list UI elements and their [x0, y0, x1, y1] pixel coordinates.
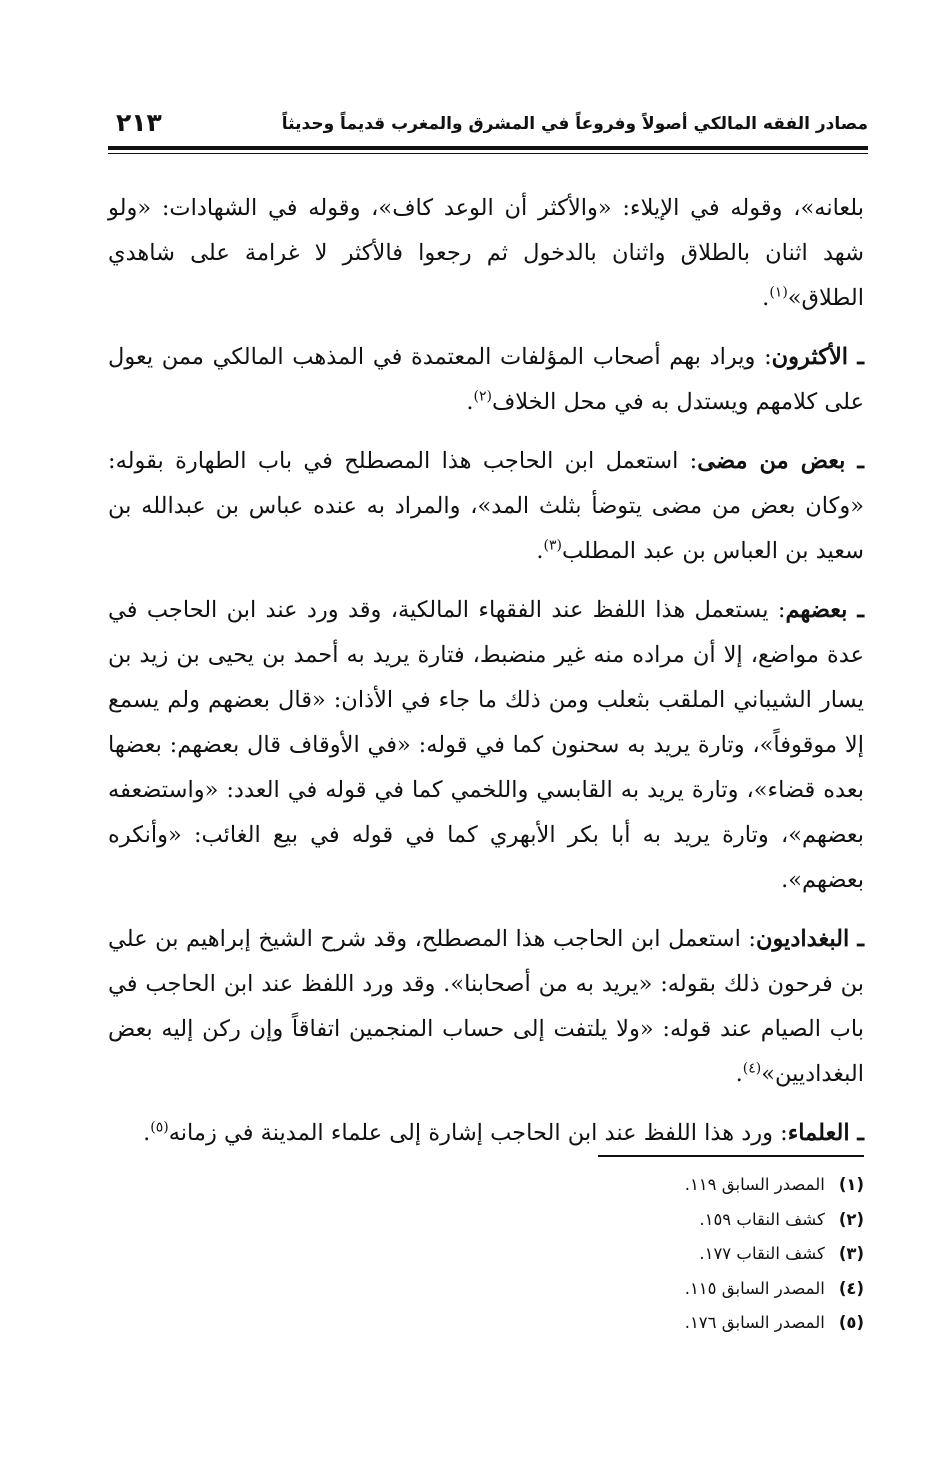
paragraph-text: : استعمل ابن الحاجب هذا المصطلح في باب الطهارة بقوله: «وكان بعض من مضى يتوضأ بثلث المد»، والمراد به عنده عباس بن عبدالله بن سعيد بن العباس بن عبد المطلب — [108, 448, 864, 564]
footnote-number: (٢) — [838, 1209, 864, 1229]
header-rule-thick — [108, 146, 868, 150]
footnote-text: كشف النقاب ١٧٧. — [699, 1244, 825, 1263]
footnotes — [564, 1168, 864, 1341]
footnote-text: المصدر السابق ١١٥. — [684, 1278, 825, 1298]
footnote-number: (٥) — [838, 1313, 864, 1332]
paragraph-text: : ورد هذا اللفظ عند ابن الحاجب إشارة إلى علماء المدينة في زمانه — [168, 1120, 788, 1146]
page-number: ٢١٣ — [116, 108, 162, 137]
footnote-separator — [598, 1155, 864, 1157]
term-heading: ـ بعض من مضى — [697, 448, 864, 474]
paragraph-al-ulama: ـ العلماء: ورد هذا اللفظ عند ابن الحاجب إشارة إلى علماء المدينة في زمانه$^{(٥)}$. — [143, 1119, 864, 1146]
footnote-ref[interactable]: (٣) — [543, 537, 562, 554]
paragraph-al-baghdadiyun: ـ البغداديون: استعمل ابن الحاجب هذا المصطلح، وقد شرح الشيخ إبراهيم بن علي بن فرحون ذلك بقوله: «يريد به من أصحابنا». وقد ورد اللفظ عند ابن الحاجب في باب الصيام عند قوله: «ولا يلتفت إلى حساب المنجمين اتفاقاً وإن ركن إليه بعض البغداديين»$^{(٤)}$. — [108, 926, 864, 1087]
running-title: مصادر الفقه المالكي أصولاً وفروعاً في المشرق والمغرب قديماً وحديثاً — [281, 114, 868, 134]
term-heading: ـ بعضهم — [785, 597, 864, 623]
body-text — [108, 186, 864, 1170]
footnote-item — [564, 1237, 864, 1272]
paragraph-text: : استعمل ابن الحاجب هذا المصطلح، وقد شرح الشيخ إبراهيم بن علي بن فرحون ذلك بقوله: «يريد به من أصحابنا». وقد ورد اللفظ عند ابن الحاجب في باب الصيام عند قوله: «ولا يلتفت إلى حساب المنجمين اتفاقاً وإن ركن إليه بعض البغداديين» — [108, 926, 864, 1087]
page-header — [108, 108, 868, 138]
paragraph-text: : ويراد بهم أصحاب المؤلفات المعتمدة في المذهب المالكي ممن يعول على كلامهم ويستدل به في محل الخلاف — [108, 344, 864, 415]
footnote-item — [564, 1203, 864, 1238]
term-heading: ـ العلماء — [787, 1120, 864, 1146]
footnote-item — [564, 1272, 864, 1307]
paragraph-al-aktharun: ـ الأكثرون: ويراد بهم أصحاب المؤلفات المعتمدة في المذهب المالكي ممن يعول على كلامهم ويستدل به في محل الخلاف$^{(٢)}$. — [108, 344, 864, 415]
paragraph-baaduhum: ـ بعضهم: يستعمل هذا اللفظ عند الفقهاء المالكية، وقد ورد عند ابن الحاجب في عدة مواضع، إلا أن مراده منه غير منضبط، فتارة يريد به أحمد بن يحيى بن زيد بن يسار الشيباني الملقب بثعلب ومن ذلك ما جاء في الأذان: «قال بعضهم ولم يسمع إلا موقوفاً»، وتارة يريد به سحنون كما في قوله: «في الأوقاف قال بعضهم: بعضها بعده قضاء»، وتارة يريد به القابسي واللخمي كما في قوله في العدد: «واستضعفه بعضهم»، وتارة يريد به أبا بكر الأبهري كما في قوله في بيع الغائب: «وأنكره بعضهم». — [108, 597, 864, 893]
footnote-ref[interactable]: (١) — [769, 284, 788, 301]
footnote-ref[interactable]: (٤) — [742, 1060, 762, 1077]
footnote-text: المصدر السابق ١٧٦. — [684, 1313, 825, 1332]
footnote-ref[interactable]: (٢) — [473, 388, 492, 405]
footnote-text: المصدر السابق ١١٩. — [684, 1175, 825, 1194]
footnote-number: (٤) — [838, 1278, 864, 1298]
header-rule-thin — [108, 153, 868, 154]
footnote-number: (١) — [838, 1175, 864, 1194]
footnote-ref[interactable]: (٥) — [150, 1119, 169, 1136]
footnote-item — [564, 1306, 864, 1341]
paragraph-text: بلعانه»، وقوله في الإيلاء: «والأكثر أن الوعد كاف»، وقوله في الشهادات: «ولو شهد اثنان بالطلاق واثنان بالدخول ثم رجعوا فالأكثر لا غرامة على شاهدي الطلاق» — [108, 195, 864, 311]
footnote-text: كشف النقاب ١٥٩. — [699, 1209, 825, 1229]
term-heading: ـ البغداديون — [755, 926, 864, 952]
paragraph-text: : يستعمل هذا اللفظ عند الفقهاء المالكية، وقد ورد عند ابن الحاجب في عدة مواضع، إلا أن مراده منه غير منضبط، فتارة يريد به أحمد بن يحيى بن زيد بن يسار الشيباني الملقب بثعلب ومن ذلك ما جاء في الأذان: «قال بعضهم ولم يسمع إلا موقوفاً»، وتارة يريد به سحنون كما في قوله: «في الأوقاف قال بعضهم: بعضها بعده قضاء»، وتارة يريد به القابسي واللخمي كما في قوله في العدد: «واستضعفه بعضهم»، وتارة يريد به أبا بكر الأبهري كما في قوله في بيع الغائب: «وأنكره بعضهم» — [108, 597, 864, 893]
footnote-number: (٣) — [838, 1244, 864, 1263]
paragraph-continuation: بلعانه»، وقوله في الإيلاء: «والأكثر أن الوعد كاف»، وقوله في الشهادات: «ولو شهد اثنان بالطلاق واثنان بالدخول ثم رجعوا فالأكثر لا غرامة على شاهدي الطلاق»$^{(١)}$. — [108, 195, 864, 311]
paragraph-baad-man-mada: ـ بعض من مضى: استعمل ابن الحاجب هذا المصطلح في باب الطهارة بقوله: «وكان بعض من مضى يتوضأ بثلث المد»، والمراد به عنده عباس بن عبدالله بن سعيد بن العباس بن عبد المطلب$^{(٣)}$. — [108, 448, 864, 564]
term-heading: ـ الأكثرون — [771, 344, 864, 370]
footnote-item — [564, 1168, 864, 1203]
